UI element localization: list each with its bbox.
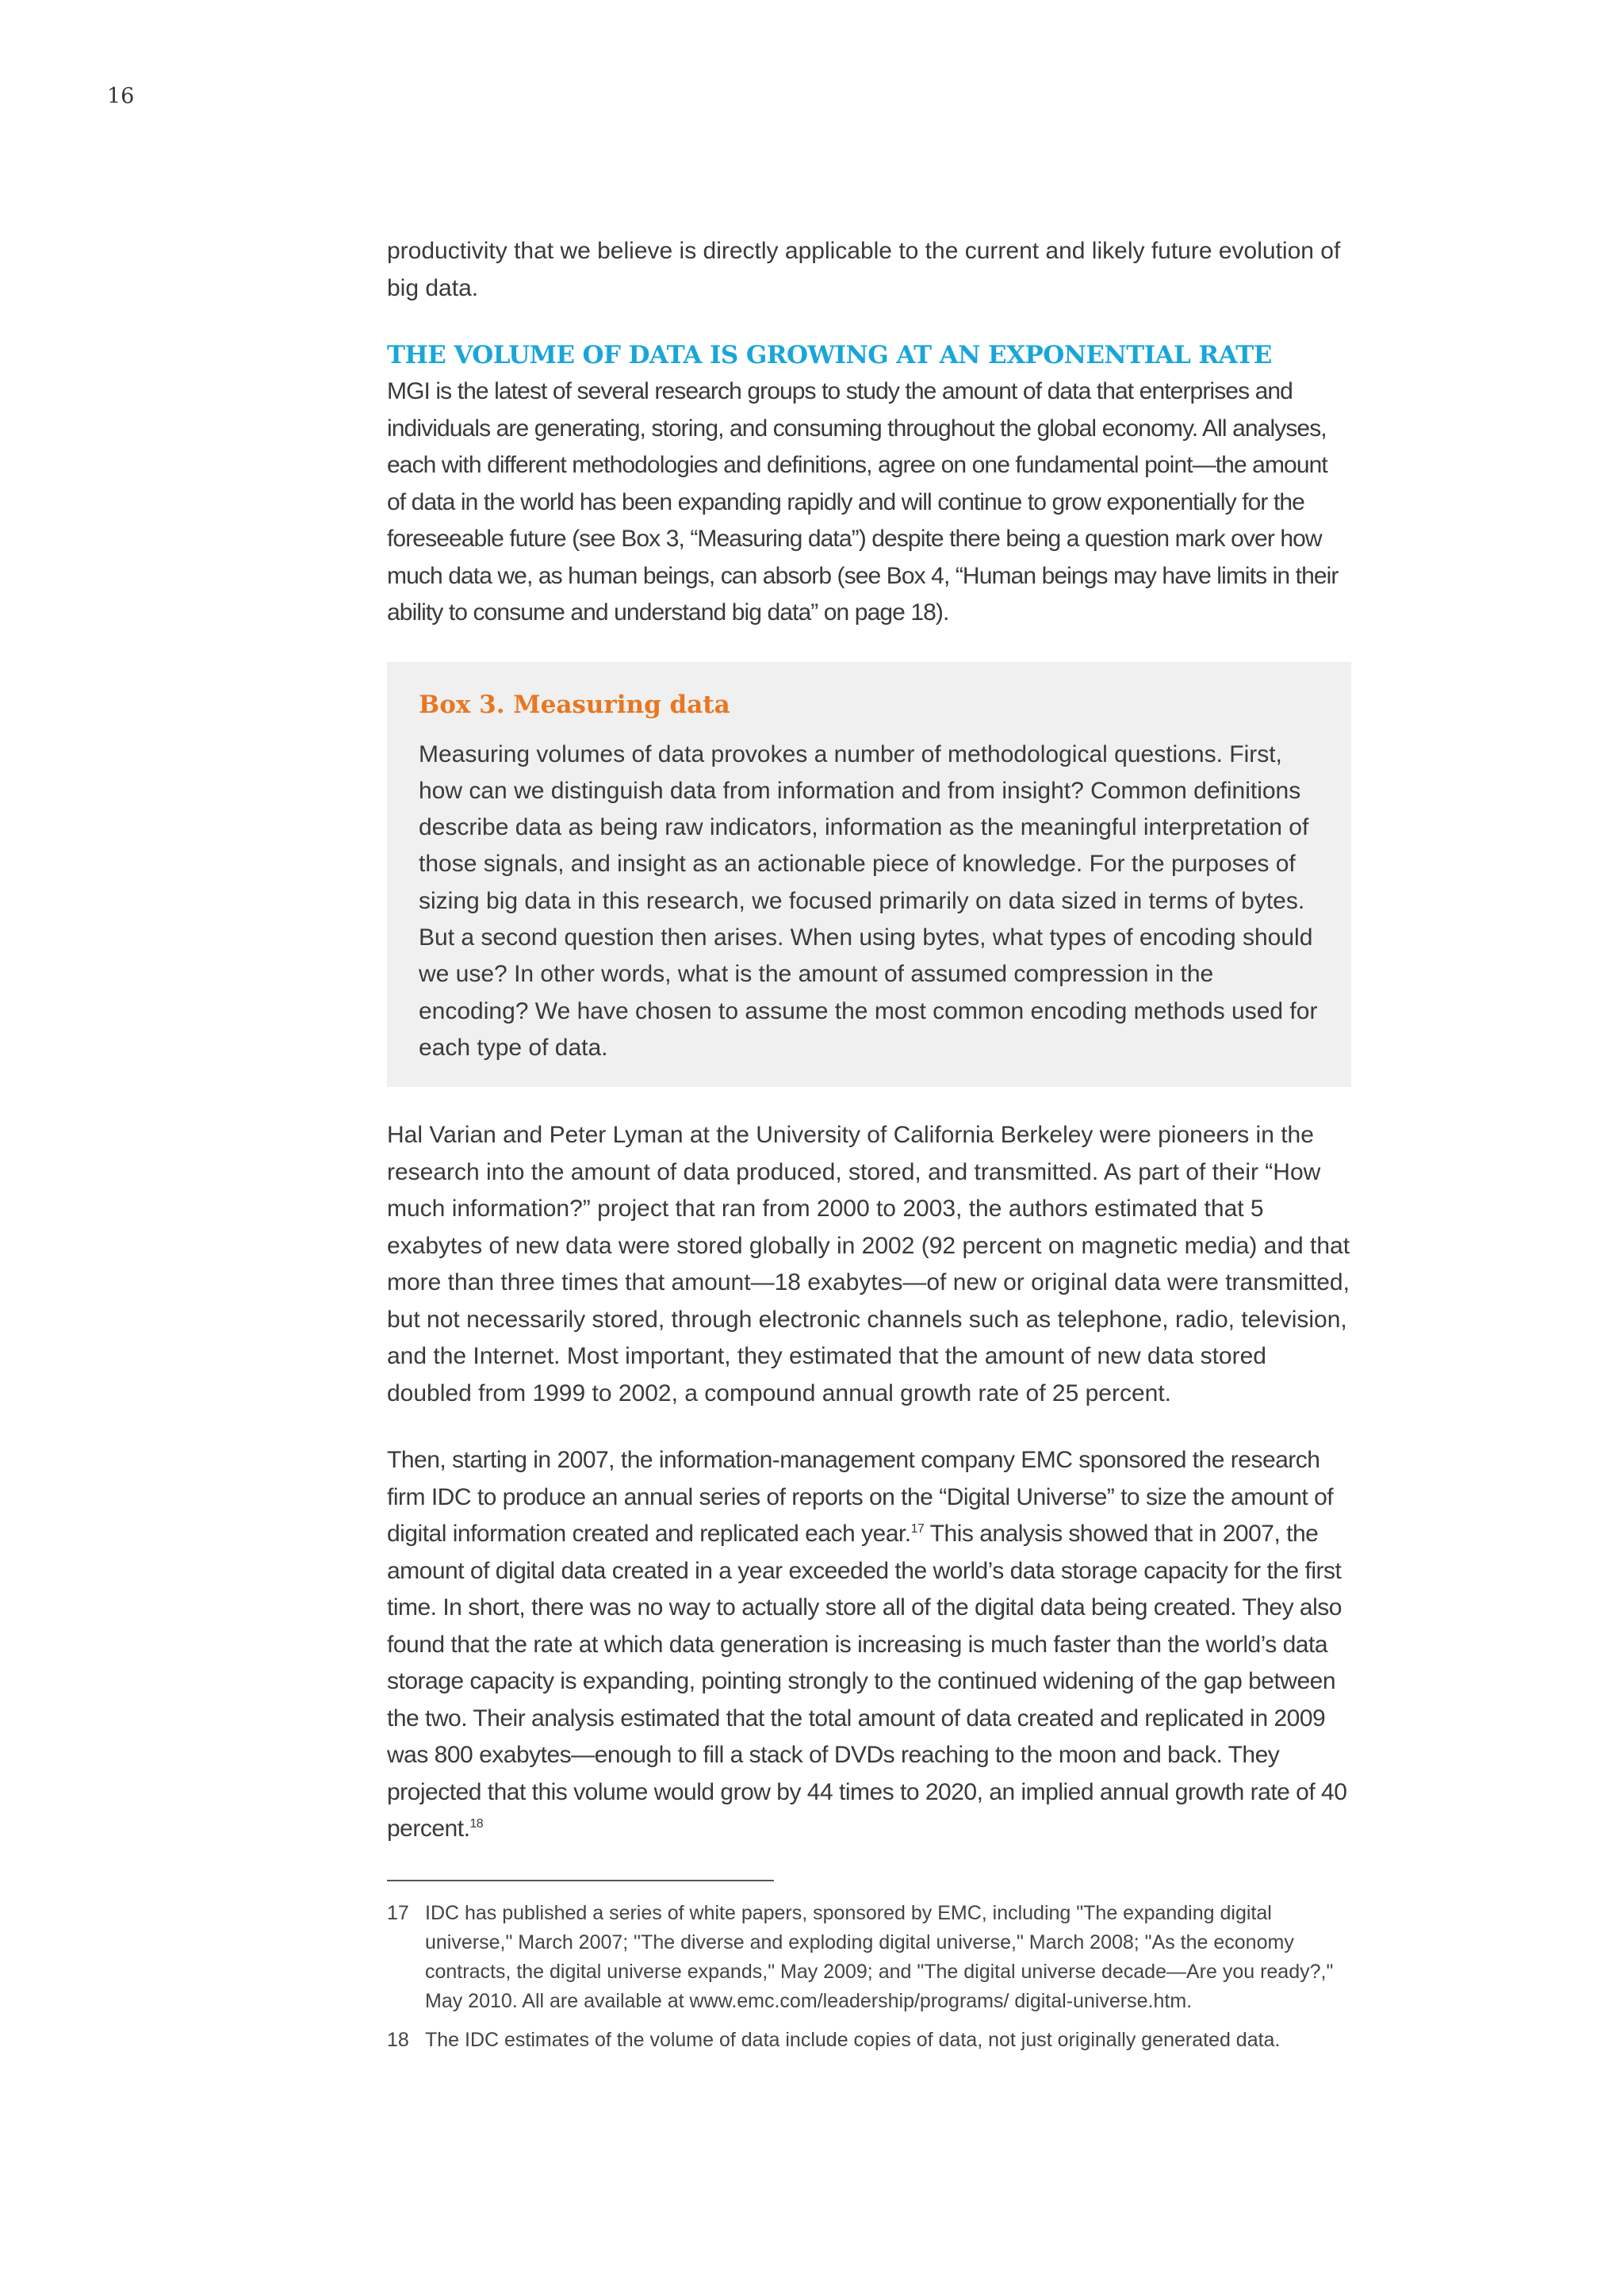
- footnotes: [387, 1899, 1351, 2055]
- footnote-18: [387, 2026, 1351, 2055]
- section-paragraph: MGI is the latest of several research groups to study the amount of data that enterprises and individuals are generating, storing, and consuming throughout the global economy. All analyses, each with different methodologies and definitions, agree on one fundamental point—the amount of data in the world has been expanding rapidly and will continue to grow exponentially for the foreseeable future (see Box 3, “Measuring data”) despite there being a question mark over how much data we, as human beings, can absorb (see Box 4, “Human beings may have limits in their ability to consume and understand big data” on page 18).: [387, 378, 1339, 626]
- footnote-number: 17: [387, 1901, 409, 1924]
- main-content: [387, 233, 1351, 2055]
- footnote-divider: [387, 1880, 774, 1881]
- footnote-number: 18: [387, 2028, 409, 2051]
- section-heading: THE VOLUME OF DATA IS GROWING AT AN EXPONENTIAL RATE: [387, 341, 1272, 369]
- box-title: Box 3. Measuring data: [419, 690, 730, 719]
- footnote-17: [387, 1899, 1351, 2016]
- intro-paragraph: productivity that we believe is directly applicable to the current and likely future evolution of big data.: [387, 238, 1341, 301]
- footnote-ref-18[interactable]: 18: [469, 1817, 484, 1831]
- idc-text-part1: Then, starting in 2007, the information-management company EMC sponsored the research firm IDC to produce an annual series of reports on the “Digital Universe” to size the amount of digital information created and replicated each year.: [387, 1447, 1334, 1548]
- body-paragraph-berkeley: Hal Varian and Peter Lyman at the University of California Berkeley were pioneers in the research into the amount of data produced, stored, and transmitted. As part of their “How much information?” project that ran from 2000 to 2003, the authors estimated that 5 exabytes of new data were stored globally in 2002 (92 percent on magnetic media) and that more than three times that amount—18 exabytes—of new or original data were transmitted, but not necessarily stored, through electronic channels such as telephone, radio, television, and the Internet. Most important, they estimated that the amount of new data stored doubled from 1999 to 2002, a compound annual growth rate of 25 percent.: [387, 1122, 1350, 1406]
- footnote-text: IDC has published a series of white papers, sponsored by EMC, including "The expanding digital universe," March 2007; "The diverse and exploding digital universe," March 2008; "As the economy contracts, the digital universe expands," May 2009; and "The digital universe decade—Are you ready?," May 2010. All are available at www.emc.com/leadership/programs/ digital-universe.htm.: [425, 1901, 1334, 2012]
- box-text: Measuring volumes of data provokes a number of methodological questions. First, how can we distinguish data from information and from insight? Common definitions describe data as being raw indicators, information as the meaningful interpretation of those signals, and insight as an actionable piece of knowledge. For the purposes of sizing big data in this research, we focused primarily on data sized in terms of bytes. But a second question then arises. When using bytes, what types of encoding should we use? In other words, what is the amount of assumed compression in the encoding? We have chosen to assume the most common encoding methods used for each type of data.: [419, 740, 1318, 1061]
- measuring-data-box: [387, 662, 1351, 1088]
- footnote-ref-17[interactable]: 17: [910, 1522, 925, 1536]
- footnote-text: The IDC estimates of the volume of data include copies of data, not just originally generated data.: [425, 2028, 1281, 2051]
- body-paragraph-idc: [387, 1442, 1351, 1848]
- page-number: 16: [107, 84, 135, 109]
- idc-text-part2: This analysis showed that in 2007, the amount of digital data created in a year exceeded the world’s data storage capacity for the first time. In short, there was no way to actually store all of the digital data being created. They also found that the rate at which data generation is increasing is much faster than the world’s data storage capacity is expanding, pointing strongly to the continued widening of the gap between the two. Their analysis estimated that the total amount of data created and replicated in 2009 was 800 exabytes—enough to fill a stack of DVDs reaching to the moon and back. They projected that this volume would grow by 44 times to 2020, an implied annual growth rate of 40 percent.: [387, 1521, 1347, 1843]
